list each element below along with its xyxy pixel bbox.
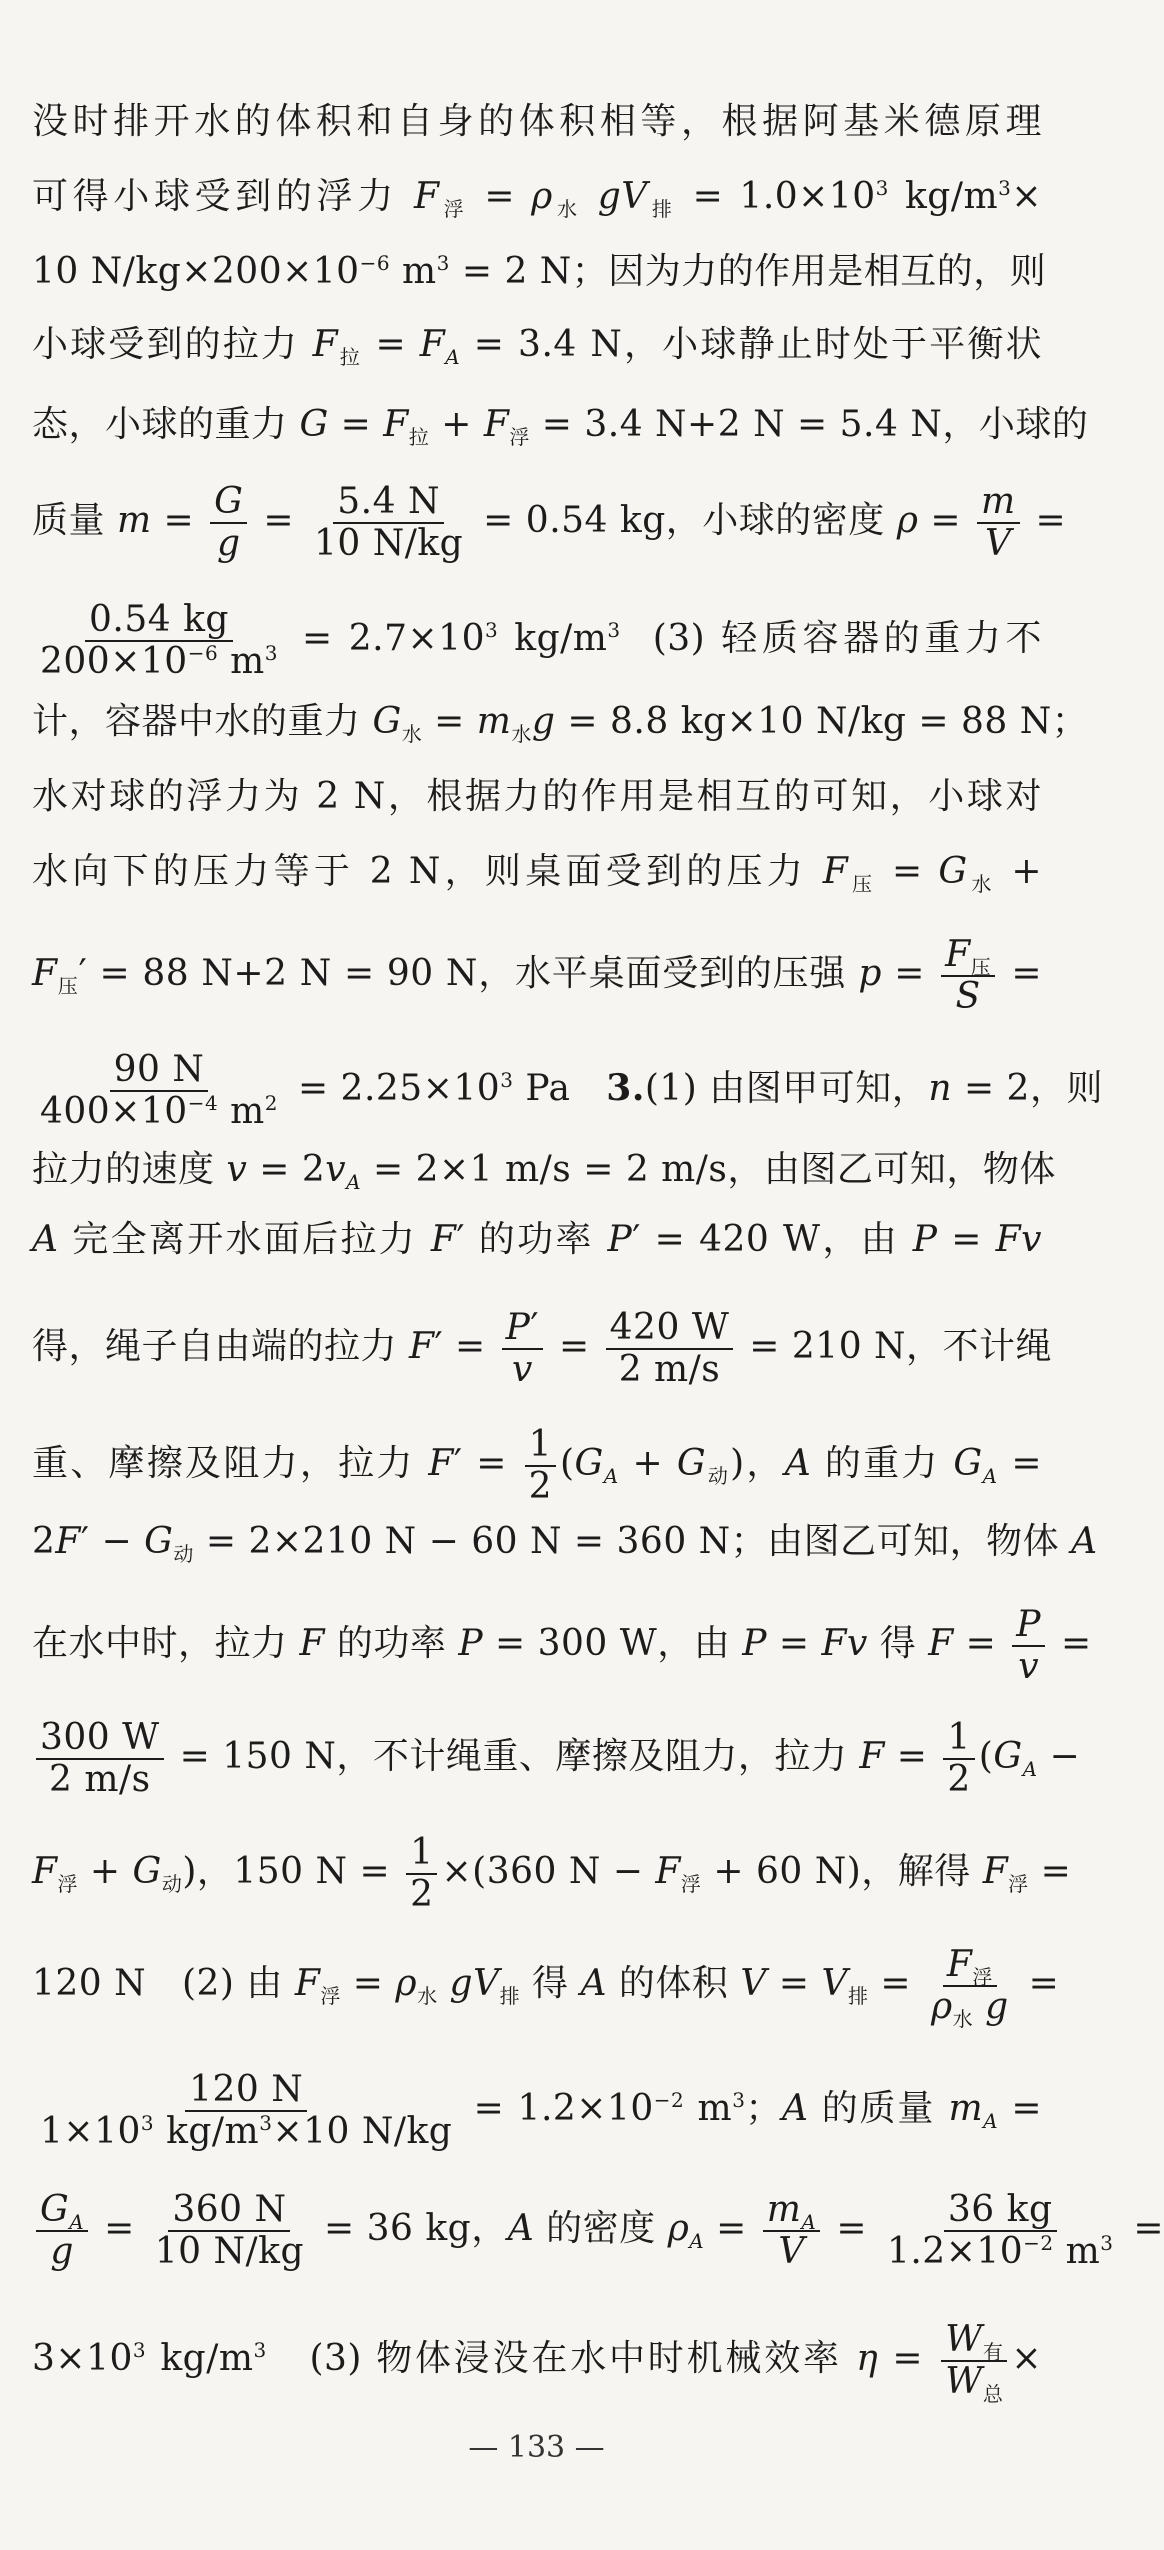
text-line: 可得小球受到的浮力 $F_浮 = \rho_水$ $gV_排 = 1.0\times 10^3$ $kg/m^3\times$ <box>32 176 1043 222</box>
text-line: 水向下的压力等于 2 N，则桌面受到的压力 $F_压 = G_水$ + <box>32 851 1042 897</box>
text-line: 没时排开水的体积和自身的体积相等，根据阿基米德原理 <box>32 101 1042 142</box>
text-line: $\frac{90 N}{400\times 10^{-4} m^2}$ = $2.25\times 10^3$ Pa 3.(1) 由图甲可知，n = 2，则 <box>40 1049 1103 1132</box>
text-line: 在水中时，拉力 F 的功率 P = 300 W，由 P = Fv 得 F = $\frac{P}{v}$ = <box>32 1604 1092 1687</box>
page-number: — 133 — <box>468 2430 605 2465</box>
text-line: 质量 m = $\frac{G}{g}$ = $\frac{5.4 N}{10 N/kg}$ = 0.54 kg，小球的密度 ρ = $\frac{m}{V}$ = <box>32 481 1067 564</box>
text-line: $2F' - G_动 = 2\times 210$ N − 60 N = 360 N；由图乙可知，物体 A <box>32 1521 1098 1567</box>
text-line: 120 N (2) 由 $F_浮 = \rho_水$ $gV_排$ 得 A 的体积 $V = V_排$ = $\frac{F_浮}{\rho_水 g}$ = <box>32 1944 1060 2032</box>
text-line: 10 $N/kg\times 200\times 10^{-6}$ $m^3 = 2$ N；因为力的作用是相互的，则 <box>32 251 1047 292</box>
text-line: 重、摩擦及阻力，拉力 F′ = $\frac{1}{2}$ $(G_A + G_动)$，A 的重力 $G_A$ = <box>32 1424 1042 1507</box>
text-line: $3\times 10^3$ $kg/m^3$ (3) 物体浸没在水中时机械效率 η = $\frac{W_有}{W_总}$ × <box>32 2319 1042 2407</box>
text-line: 态，小球的重力 $G = F_拉 + F_浮 = 3.4$ N+2 N = 5.4 N，小球的 <box>32 404 1089 450</box>
text-line: $\frac{0.54 kg}{200\times 10^{-6} m^3}$ = $2.7\times 10^3$ $kg/m^3$ (3) 轻质容器的重力不 <box>40 599 1042 682</box>
text-line: 计，容器中水的重力 $G_水 = m_水g = 8.8$ kg×10 N/kg = 88 N； <box>32 701 1089 747</box>
text-line: $F_压' = 88$ N+2 N = 90 N，水平桌面受到的压强 p = $\frac{F_压}{S}$ = <box>32 934 1042 1017</box>
text-line: $\frac{300 W}{2 m/s}$ = 150 N，不计绳重、摩擦及阻力，拉力 F = $\frac{1}{2}$ ($G_A$ − <box>32 1718 1042 1800</box>
text-line: $\frac{G_A}{g}$ = $\frac{360 N}{10 N/kg}$ = 36 kg，A 的密度 $\rho_A$ = $\frac{m_A}{V}$ = $\frac{36 kg}{1.2\times 10^{-2} m^3}$ = <box>32 2190 1042 2272</box>
text-line: 拉力的速度 $v = 2v_A = 2\times 1$ m/s = 2 m/s，由图乙可知，物体 <box>32 1149 1056 1195</box>
text-line: 得，绳子自由端的拉力 F′ = $\frac{P'}{v}$ = $\frac{420 W}{2 m/s}$ = 210 N，不计绳 <box>32 1307 1053 1390</box>
text-line: 水对球的浮力为 2 N，根据力的作用是相互的可知，小球对 <box>32 776 1042 817</box>
text-line: 小球受到的拉力 $F_拉 = F_A = 3.4$ N，小球静止时处于平衡状 <box>32 324 1043 370</box>
text-line: $F_浮 + G_动$)，150 N = $\frac{1}{2}$ ×(360 $N - F_浮 + 60$ N)，解得 $F_浮$ = <box>32 1832 1072 1915</box>
text-line: $\frac{120 N}{1\times 10^3 kg/m^3\times 10 N/kg}$ = $1.2\times 10^{-2}$ $m^3$；A 的质量 $m_A$ = <box>40 2069 1042 2152</box>
text-line: A 完全离开水面后拉力 F′ 的功率 P′ = 420 W，由 P = Fv <box>32 1219 1042 1260</box>
